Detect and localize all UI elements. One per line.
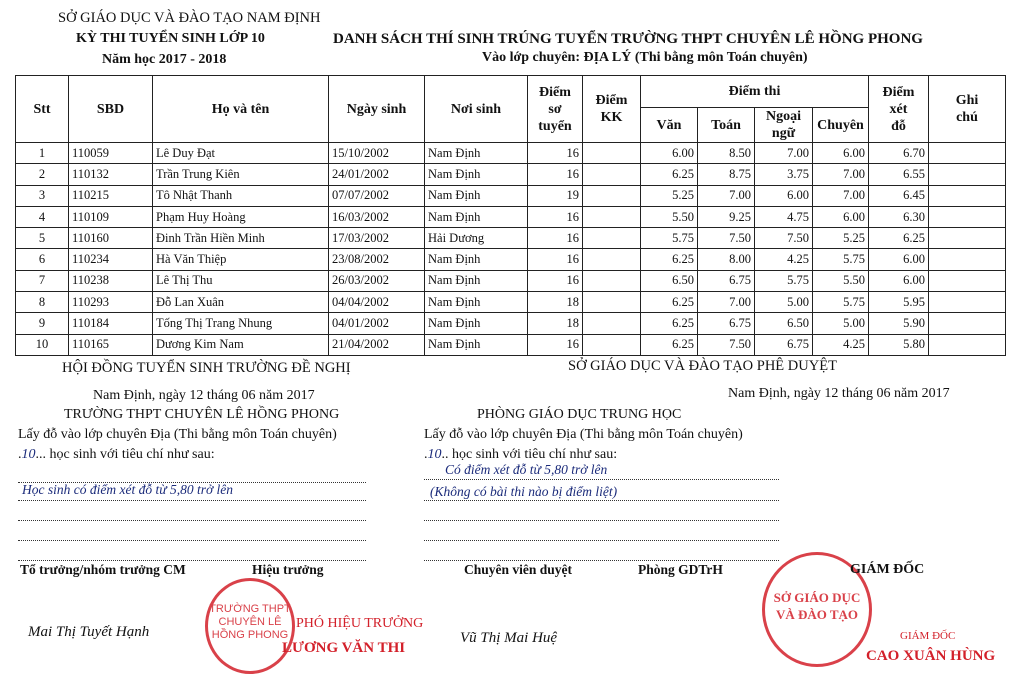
right-sign3-name: CAO XUÂN HÙNG [866, 648, 996, 664]
cell-chuyen: 5.25 [813, 228, 869, 249]
cell-stt: 9 [16, 313, 69, 334]
cell-xetdo: 6.55 [869, 164, 929, 185]
col-name: Họ và tên [153, 76, 329, 143]
cell-xetdo: 6.45 [869, 185, 929, 206]
left-date: Nam Định, ngày 12 tháng 06 năm 2017 [93, 388, 315, 403]
right-count-line: .10.. học sinh với tiêu chí như sau: [424, 447, 618, 462]
cell-pob: Hải Dương [425, 228, 528, 249]
right-date: Nam Định, ngày 12 tháng 06 năm 2017 [728, 386, 950, 401]
cell-pob: Nam Định [425, 164, 528, 185]
col-ngoaingu: Ngoại ngữ [755, 108, 813, 143]
cell-kk [583, 185, 641, 206]
cell-pob: Nam Định [425, 292, 528, 313]
table-row [16, 313, 1006, 334]
cell-stt: 10 [16, 334, 69, 355]
cell-note [929, 313, 1006, 334]
cell-pob: Nam Định [425, 313, 528, 334]
department-stamp: SỞ GIÁO DỤC VÀ ĐÀO TẠO [762, 552, 872, 667]
table-row [16, 206, 1006, 227]
cell-kk [583, 313, 641, 334]
cell-name: Hà Văn Thiệp [153, 249, 329, 270]
right-admit: Lấy đỗ vào lớp chuyên Địa (Thi bằng môn Toán chuyên) [424, 427, 743, 442]
cell-toan: 6.75 [698, 270, 755, 291]
table-row [16, 228, 1006, 249]
cell-dob: 16/03/2002 [329, 206, 425, 227]
cell-kk [583, 228, 641, 249]
cell-dob: 04/04/2002 [329, 292, 425, 313]
cell-stt: 8 [16, 292, 69, 313]
right-handwritten-2: (Không có bài thi nào bị điểm liệt) [430, 484, 618, 499]
dotted-line [424, 479, 779, 480]
cell-name: Dương Kim Nam [153, 334, 329, 355]
cell-kk [583, 164, 641, 185]
cell-van: 5.75 [641, 228, 698, 249]
cell-sbd: 110160 [69, 228, 153, 249]
right-sign1-title: Chuyên viên duyệt [464, 562, 573, 577]
cell-dob: 17/03/2002 [329, 228, 425, 249]
cell-note [929, 143, 1006, 164]
left-heading: HỘI ĐỒNG TUYỂN SINH TRƯỜNG ĐỀ NGHỊ [62, 360, 351, 376]
cell-dob: 23/08/2002 [329, 249, 425, 270]
cell-van: 6.25 [641, 334, 698, 355]
cell-note [929, 185, 1006, 206]
cell-pob: Nam Định [425, 185, 528, 206]
cell-prelim: 18 [528, 292, 583, 313]
cell-prelim: 16 [528, 270, 583, 291]
cell-van: 6.50 [641, 270, 698, 291]
cell-chuyen: 6.00 [813, 143, 869, 164]
left-sign1-name: Mai Thị Tuyết Hạnh [28, 624, 150, 640]
cell-stt: 2 [16, 164, 69, 185]
cell-kk [583, 143, 641, 164]
cell-chuyen: 7.00 [813, 164, 869, 185]
cell-ngoaingu: 4.25 [755, 249, 813, 270]
cell-xetdo: 5.95 [869, 292, 929, 313]
table-row [16, 249, 1006, 270]
cell-prelim: 16 [528, 143, 583, 164]
cell-van: 5.25 [641, 185, 698, 206]
right-sign1-name: Vũ Thị Mai Huệ [460, 630, 558, 646]
school-stamp: TRƯỜNG THPT CHUYÊN LÊ HỒNG PHONG [205, 578, 295, 674]
right-sign3-title: GIÁM ĐỐC [850, 562, 925, 577]
cell-sbd: 110132 [69, 164, 153, 185]
cell-prelim: 16 [528, 249, 583, 270]
cell-pob: Nam Định [425, 206, 528, 227]
table-row [16, 292, 1006, 313]
cell-ngoaingu: 4.75 [755, 206, 813, 227]
cell-chuyen: 5.75 [813, 292, 869, 313]
cell-toan: 7.00 [698, 185, 755, 206]
col-stt: Stt [16, 76, 69, 143]
cell-note [929, 249, 1006, 270]
cell-van: 6.25 [641, 292, 698, 313]
cell-xetdo: 6.00 [869, 270, 929, 291]
cell-sbd: 110184 [69, 313, 153, 334]
cell-name: Đinh Trần Hiền Minh [153, 228, 329, 249]
cell-chuyen: 5.00 [813, 313, 869, 334]
cell-stt: 7 [16, 270, 69, 291]
cell-dob: 07/07/2002 [329, 185, 425, 206]
table-row [16, 270, 1006, 291]
col-dob: Ngày sinh [329, 76, 425, 143]
cell-pob: Nam Định [425, 143, 528, 164]
cell-toan: 8.50 [698, 143, 755, 164]
cell-stt: 3 [16, 185, 69, 206]
cell-stt: 5 [16, 228, 69, 249]
col-pob: Nơi sinh [425, 76, 528, 143]
cell-note [929, 228, 1006, 249]
cell-ngoaingu: 3.75 [755, 164, 813, 185]
document-subtitle: Vào lớp chuyên: ĐỊA LÝ (Thi bằng môn Toán chuyên) [482, 50, 808, 65]
col-chuyen: Chuyên [813, 108, 869, 143]
left-admit: Lấy đỗ vào lớp chuyên Địa (Thi bằng môn Toán chuyên) [18, 427, 337, 442]
cell-kk [583, 270, 641, 291]
cell-xetdo: 6.30 [869, 206, 929, 227]
cell-note [929, 206, 1006, 227]
cell-chuyen: 4.25 [813, 334, 869, 355]
cell-prelim: 16 [528, 228, 583, 249]
col-prelim: Điểm sơ tuyển [528, 76, 583, 143]
cell-chuyen: 7.00 [813, 185, 869, 206]
cell-chuyen: 5.75 [813, 249, 869, 270]
document-title: DANH SÁCH THÍ SINH TRÚNG TUYỂN TRƯỜNG THPT CHUYÊN LÊ HỒNG PHONG [333, 31, 923, 47]
cell-name: Lê Thị Thu [153, 270, 329, 291]
admission-table [15, 75, 1006, 356]
cell-ngoaingu: 5.75 [755, 270, 813, 291]
dotted-line [18, 500, 366, 501]
cell-ngoaingu: 7.50 [755, 228, 813, 249]
left-school: TRƯỜNG THPT CHUYÊN LÊ HỒNG PHONG [64, 407, 340, 422]
cell-name: Trần Trung Kiên [153, 164, 329, 185]
left-criteria: học sinh với tiêu chí như sau: [49, 447, 215, 462]
cell-ngoaingu: 7.00 [755, 143, 813, 164]
cell-prelim: 18 [528, 313, 583, 334]
cell-xetdo: 6.00 [869, 249, 929, 270]
cell-sbd: 110059 [69, 143, 153, 164]
cell-name: Phạm Huy Hoàng [153, 206, 329, 227]
cell-xetdo: 5.90 [869, 313, 929, 334]
cell-dob: 26/03/2002 [329, 270, 425, 291]
left-sign2-name: LƯƠNG VĂN THI [282, 640, 406, 656]
dotted-line [424, 520, 779, 521]
cell-prelim: 16 [528, 206, 583, 227]
cell-dob: 21/04/2002 [329, 334, 425, 355]
cell-sbd: 110215 [69, 185, 153, 206]
cell-dob: 24/01/2002 [329, 164, 425, 185]
cell-van: 6.25 [641, 313, 698, 334]
col-kk: Điểm KK [583, 76, 641, 143]
cell-prelim: 16 [528, 334, 583, 355]
col-note: Ghi chú [929, 76, 1006, 143]
dotted-line [18, 560, 366, 561]
cell-van: 6.25 [641, 164, 698, 185]
left-count: 10 [21, 447, 36, 462]
cell-xetdo: 6.25 [869, 228, 929, 249]
cell-sbd: 110234 [69, 249, 153, 270]
left-sign1-title: Tổ trưởng/nhóm trưởng CM [20, 562, 186, 577]
col-van: Văn [641, 108, 698, 143]
cell-toan: 7.50 [698, 228, 755, 249]
table-row [16, 185, 1006, 206]
cell-pob: Nam Định [425, 334, 528, 355]
department: SỞ GIÁO DỤC VÀ ĐÀO TẠO NAM ĐỊNH [58, 10, 321, 26]
right-sign2-title: Phòng GDTrH [638, 562, 723, 577]
right-heading: SỞ GIÁO DỤC VÀ ĐÀO TẠO PHÊ DUYỆT [568, 358, 837, 374]
table-row [16, 164, 1006, 185]
cell-xetdo: 5.80 [869, 334, 929, 355]
col-exam-group: Điểm thi [641, 76, 869, 108]
cell-pob: Nam Định [425, 270, 528, 291]
cell-ngoaingu: 6.00 [755, 185, 813, 206]
cell-toan: 8.00 [698, 249, 755, 270]
school-year: Năm học 2017 - 2018 [102, 52, 227, 67]
cell-note [929, 292, 1006, 313]
dotted-line [424, 500, 779, 501]
cell-xetdo: 6.70 [869, 143, 929, 164]
right-sign3-role: GIÁM ĐỐC [900, 630, 956, 642]
cell-note [929, 270, 1006, 291]
cell-pob: Nam Định [425, 249, 528, 270]
cell-sbd: 110165 [69, 334, 153, 355]
right-count: 10 [427, 447, 442, 462]
cell-van: 5.50 [641, 206, 698, 227]
cell-ngoaingu: 6.75 [755, 334, 813, 355]
exam-name: KỲ THI TUYỂN SINH LỚP 10 [76, 31, 265, 46]
cell-stt: 4 [16, 206, 69, 227]
left-sign2-title: Hiệu trưởng [252, 562, 324, 577]
cell-name: Đỗ Lan Xuân [153, 292, 329, 313]
left-sign2-role: PHÓ HIỆU TRƯỞNG [296, 616, 424, 631]
cell-toan: 6.75 [698, 313, 755, 334]
cell-ngoaingu: 6.50 [755, 313, 813, 334]
cell-toan: 7.00 [698, 292, 755, 313]
left-handwritten-criteria: Học sinh có điểm xét đỗ từ 5,80 trở lên [22, 482, 234, 497]
cell-van: 6.25 [641, 249, 698, 270]
cell-prelim: 19 [528, 185, 583, 206]
cell-name: Tô Nhật Thanh [153, 185, 329, 206]
cell-van: 6.00 [641, 143, 698, 164]
right-handwritten-1: Có điểm xét đỗ từ 5,80 trở lên [445, 462, 608, 477]
cell-stt: 1 [16, 143, 69, 164]
cell-chuyen: 6.00 [813, 206, 869, 227]
cell-kk [583, 334, 641, 355]
col-sbd: SBD [69, 76, 153, 143]
table-row [16, 143, 1006, 164]
table-row [16, 334, 1006, 355]
cell-kk [583, 292, 641, 313]
cell-note [929, 334, 1006, 355]
cell-chuyen: 5.50 [813, 270, 869, 291]
dotted-line [18, 520, 366, 521]
cell-kk [583, 249, 641, 270]
left-count-line: .10... học sinh với tiêu chí như sau: [18, 447, 215, 462]
dotted-line [18, 540, 366, 541]
right-criteria: học sinh với tiêu chí như sau: [452, 447, 618, 462]
cell-sbd: 110293 [69, 292, 153, 313]
col-toan: Toán [698, 108, 755, 143]
cell-dob: 04/01/2002 [329, 313, 425, 334]
cell-prelim: 16 [528, 164, 583, 185]
cell-toan: 9.25 [698, 206, 755, 227]
col-xetdo: Điểm xét đỗ [869, 76, 929, 143]
cell-sbd: 110109 [69, 206, 153, 227]
right-office: PHÒNG GIÁO DỤC TRUNG HỌC [477, 407, 682, 422]
cell-ngoaingu: 5.00 [755, 292, 813, 313]
cell-stt: 6 [16, 249, 69, 270]
cell-name: Lê Duy Đạt [153, 143, 329, 164]
cell-toan: 8.75 [698, 164, 755, 185]
dotted-line [424, 540, 779, 541]
cell-kk [583, 206, 641, 227]
cell-note [929, 164, 1006, 185]
cell-dob: 15/10/2002 [329, 143, 425, 164]
dotted-line [424, 560, 779, 561]
cell-toan: 7.50 [698, 334, 755, 355]
cell-sbd: 110238 [69, 270, 153, 291]
cell-name: Tống Thị Trang Nhung [153, 313, 329, 334]
